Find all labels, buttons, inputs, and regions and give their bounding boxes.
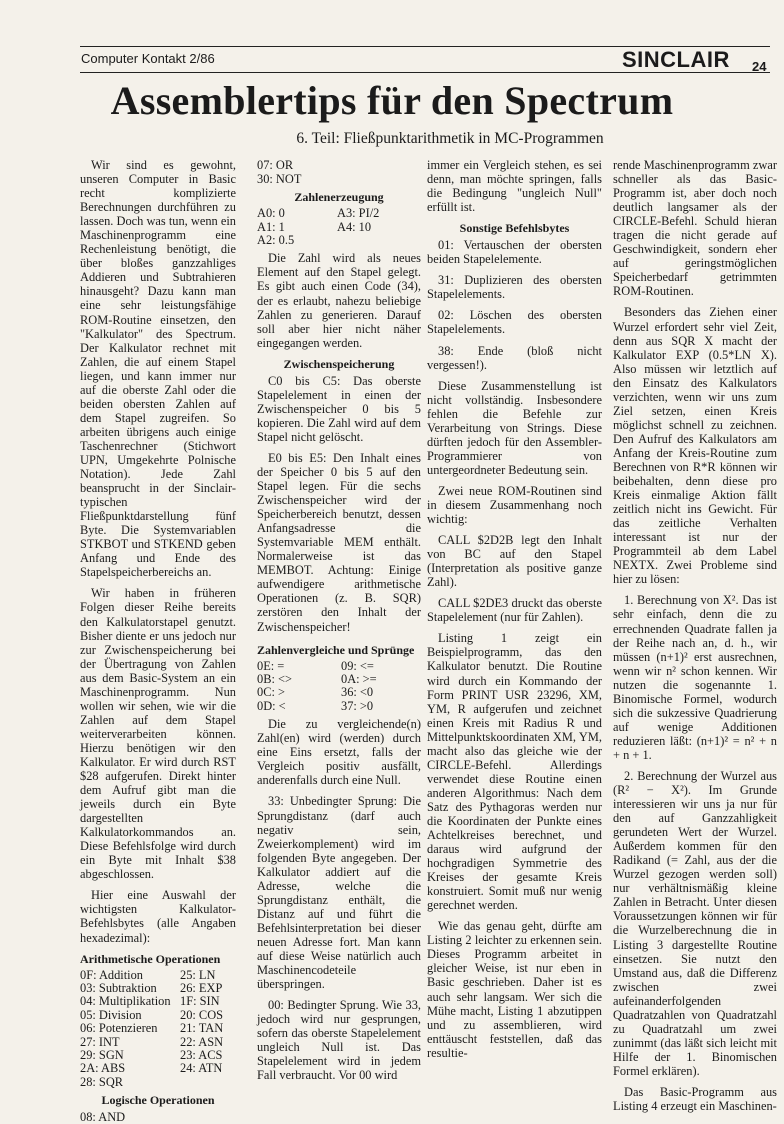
code-entry: 07: OR xyxy=(257,158,294,172)
paragraph: Diese Zusammenstellung ist nicht vollständig. Insbesondere fehlen die Befehle zur Verarbeitung von Strings. Diese dürften jedoch für den Assembler-Programmierer von untergeordneter Bedeutung sein. xyxy=(427,378,602,477)
code-entry: 30: NOT xyxy=(257,172,302,187)
header-bottom-rule xyxy=(80,72,770,73)
article-title: Assemblertips für den Spectrum xyxy=(110,78,674,123)
column-4 xyxy=(613,158,777,1120)
code-entry: 0A: >= xyxy=(341,672,377,687)
code-entry: 03: Subtraktion xyxy=(80,981,157,996)
paragraph: Wir haben in früheren Folgen dieser Reihe bereits den Kalkulatorstapel genutzt. Bisher diente er uns jedoch nur zur Zwischenspeicherung bei der Übertragung von Zahlen aus dem Basic-System an ein Maschinenprogramm. Nun wollen wir sehen, wie wir die Zahlen auf dem Stapel weiterverarbeiten können. Hierzu benötigen wir den Kalkulator. Er wird durch RST $28 aufgerufen. Direkt hinter dem Aufruf gibt man die jeweils durch ein Byte dargestellten Kalkulatorkommandos an. Diese Befehlsfolge wird durch ein Byte mit Inhalt $38 abgeschlossen. xyxy=(80,586,236,882)
code-entry: A3: PI/2 xyxy=(337,206,380,221)
paragraph: Zwei neue ROM-Routinen sind in diesem Zusammenhang noch wichtig: xyxy=(427,483,602,527)
code-entry: 36: <0 xyxy=(341,685,374,700)
page-number: 24 xyxy=(752,59,767,74)
code-entry: 26: EXP xyxy=(180,981,223,996)
code-entry: 25: LN xyxy=(180,967,216,982)
paragraph: Die zu vergleichende(n) Zahl(en) wird (werden) durch eine Eins ersetzt, falls der Vergleich positiv ausfällt, anderenfalls durch eine Null. xyxy=(257,717,421,788)
article-subtitle: 6. Teil: Fließpunktarithmetik in MC-Programmen xyxy=(296,130,604,147)
paragraph: 00: Bedingter Sprung. Wie 33, jedoch wird nur gesprungen, sofern das oberste Stapelelement ungleich Null ist. Das Stapelelement wird in jedem Fall verbraucht. Vor 00 wird xyxy=(257,998,421,1083)
code-entry: A4: 10 xyxy=(337,219,372,234)
code-entry: 06: Potenzieren xyxy=(80,1021,158,1036)
paragraph: Listing 1 zeigt ein Beispielprogramm, das den Kalkulator benutzt. Die Routine wird durch ein Kommando der Form PRINT USR 23296, XM, YM, R aufgerufen und zeichnet einen Kreis mit Radius R und Mittelpunktskoordinaten XM, YM, macht also das gleiche wie der CIRCLE-Befehl. Allerdings verwendet diese Routine einen anderen Algorithmus: Nach dem Satz des Pythagoras werden nur die Koordinaten der Punkte eines Achtelkreises berechnet, und daraus wird aufgrund der hochgradigen Symmetrie des Kreises der gesamte Kreis konstruiert. Somit muß nur wenig gerechnet werden. xyxy=(427,631,602,913)
section-heading-misc: Sonstige Befehlsbytes xyxy=(459,221,570,236)
paragraph: 31: Duplizieren des obersten Stapelelements. xyxy=(427,273,602,302)
paragraph: 38: Ende (bloß nicht vergessen!). xyxy=(427,343,602,372)
code-entry: 27: INT xyxy=(80,1034,120,1049)
code-entry: 2A: ABS xyxy=(80,1061,126,1076)
paragraph: Wir sind es gewohnt, unseren Computer in Basic recht komplizierte Berechnungen durchführen zu lassen. Doch was tun, wenn ein Maschinenprogramm eine Rechenleistung benötigt, die über bloßes ganzzahliges Addieren und Subtrahieren hinausgeht? Dazu kann man eine sehr leistungsfähige ROM-Routine einsetzen, den "Kalkulator" des Spectrum. Der Kalkulator rechnet mit Zahlen, die auf einem Stapel liegen, und kann immer nur auf die oberste Zahl oder die beiden obersten Zahlen auf dem Stapel zugreifen. So arbeiten übrigens auch einige Taschenrechner (Stichwort UPN, Umgekehrte Polnische Notation). Jede Zahl beansprucht in der Sinclair-typischen Fließpunktdarstellung fünf Byte. Die Systemvariablen STKBOT und STKEND geben Anfang und Ende des Stapelspeicherbereichs an. xyxy=(80,158,236,580)
code-entry: 23: ACS xyxy=(180,1048,223,1063)
paragraph: C0 bis C5: Das oberste Stapelelement in einen der Zwischenspeicher 0 bis 5 kopieren. Die Zahl wird auf dem Stapel nicht gelöscht. xyxy=(257,373,421,444)
paragraph: Besonders das Ziehen einer Wurzel erfordert sehr viel Zeit, denn aus SQR X macht der Kalkulator EXP (0.5*LN X). Also müssen wir letztlich auf den Einsatz des Kalkulators verzichten, wenn wir uns zum Ziel setzen, einen Kreis möglichst schnell zu zeichnen. Den Aufruf des Kalkulators am Anfang der Kreis-Routine zum Berechnen von R*R können wir beibehalten, denn diese pro Kreis einmalige Aktion fällt zeitlich nicht ins Gewicht. Für das zeitliche Verhalten interessant ist nur der Programmteil ab dem Label NEXTX. Zwei Probleme sind hier zu lösen: xyxy=(613,305,777,587)
code-entry: 21: TAN xyxy=(180,1021,224,1036)
magazine-issue: Computer Kontakt 2/86 xyxy=(81,51,215,66)
code-entry: 20: COS xyxy=(180,1007,224,1022)
code-entry: 0D: < xyxy=(257,698,286,713)
section-heading-number-generation: Zahlenerzeugung xyxy=(294,190,384,205)
paragraph: CALL $2D2B legt den Inhalt von BC auf den Stapel (Interpretation als positive ganze Zahl). xyxy=(427,533,602,590)
code-entry: 0C: > xyxy=(257,685,285,700)
paragraph: Die Zahl wird als neues Element auf den Stapel gelegt. Es gibt auch einen Code (34), der es erlaubt, nahezu beliebige Zahlen zu generieren. Darauf soll aber hier nicht näher eingegangen werden. xyxy=(257,251,421,350)
code-entry: 29: SGN xyxy=(80,1048,124,1063)
paragraph: 33: Unbedingter Sprung: Die Sprungdistanz (darf auch negativ sein, Zweierkomplement) wird im folgenden Byte angegeben. Der Kalkulator addiert auf die Adresse, welche die Sprungdistanz enthält, die Distanz auf und führt die Befehlsinterpretation bei dieser neuen Adresse fort. Man kann auf diese Weise natürlich auch Maschinencodeteile überspringen. xyxy=(257,794,421,992)
code-entry: 0B: <> xyxy=(257,672,292,687)
paragraph: Das Basic-Programm aus Listing 4 erzeugt ein Maschinen- xyxy=(613,1085,777,1114)
comparison-codes-table xyxy=(257,660,377,714)
code-entry: 0E: = xyxy=(257,658,285,673)
code-entry: A0: 0 xyxy=(257,206,285,221)
code-entry: 04: Multiplikation xyxy=(80,994,171,1009)
code-entry: A1: 1 xyxy=(257,219,285,234)
section-heading-logic: Logische Operationen xyxy=(101,1093,215,1108)
column-1 xyxy=(80,158,236,1124)
code-entry: 28: SQR xyxy=(80,1074,124,1089)
code-entry: 37: >0 xyxy=(341,698,374,713)
section-heading-temp-storage: Zwischenspeicherung xyxy=(283,356,395,371)
code-entry: 09: <= xyxy=(341,658,374,673)
paragraph: 1. Berechnung von X². Das ist sehr einfach, denn die zu errechnenden Quadrate fallen ja der Reihe nach an, d. h., wir müssen (n+1)² erst ausrechnen, wenn wir n² schon kennen. Wir nutzen die sogenannte 1. Binomische Formel, wodurch sich die sukzessive Quadrierung auf wenige Additionen reduzieren läßt: (n+1)² = n² + n + n + 1. xyxy=(613,593,777,762)
section-heading-comparisons: Zahlenvergleiche und Sprünge xyxy=(257,642,415,657)
code-entry: 0F: Addition xyxy=(80,967,143,982)
paragraph: rende Maschinenprogramm zwar schneller als das Basic-Programm ist, aber doch noch deutlich langsamer als der CIRCLE-Befehl. Schuld hieran tragen die nicht gerade auf Geschwindigkeit, sondern eher auf geringstmöglichen Speicherbedarf getrimmten ROM-Routinen. xyxy=(613,158,777,299)
paragraph: E0 bis E5: Den Inhalt eines der Speicher 0 bis 5 auf den Stapel legen. Für die sechs Zwischenspeicher wird der Speicherbereich benutzt, dessen Anfangsadresse die Systemvariable MEM enthält. Normalerweise ist das MEMBOT. Achtung: Einige aufwendigere arithmetische Operationen (z. B. SQR) zerstören den Inhalt der Zwischenspeicher! xyxy=(257,450,421,634)
section-label: SINCLAIR xyxy=(622,47,730,72)
paragraph: 01: Vertauschen der obersten beiden Stapelelemente. xyxy=(427,238,602,267)
number-generation-table xyxy=(257,207,379,247)
code-entry: 1F: SIN xyxy=(180,994,220,1009)
paragraph: immer ein Vergleich stehen, es sei denn, man möchte springen, falls die Bedingung "ungleich Null" erfüllt ist. xyxy=(427,158,602,215)
paragraph: 2. Berechnung der Wurzel aus (R² − X²). Im Grunde interessieren wir uns ja nur für den auf Ganzzahligkeit gerundeten Wert der Wurzel. Außerdem kommen für den Radikand (= Zahl, aus der die Wurzel gezogen werden soll) nur verhältnismäßig kleine Zahlen in Betracht. Unter diesen Voraussetzungen können wir für die Wurzelberechnung die in Listing 3 dargestellte Routine einsetzen. Sie nutzt den Umstand aus, daß die Differenz zwischen zwei aufeinanderfolgenden Quadratzahlen von Quadratzahl zu Quadratzahl um zwei zunimmt (das läßt sich leicht mit Hilfe der 1. Binomischen Formel erklären). xyxy=(613,768,777,1078)
code-entry: 22: ASN xyxy=(180,1034,224,1049)
code-entry: 05: Division xyxy=(80,1007,142,1022)
column-3 xyxy=(427,158,602,1067)
code-entry: 24: ATN xyxy=(180,1061,223,1076)
arithmetic-codes-table xyxy=(80,969,223,1090)
paragraph: 02: Löschen des obersten Stapelelements. xyxy=(427,308,602,337)
column-2 xyxy=(257,158,421,1089)
paragraph: Hier eine Auswahl der wichtigsten Kalkulator-Befehlsbytes (alle Angaben hexadezimal): xyxy=(80,888,236,945)
code-entry: A2: 0.5 xyxy=(257,232,295,247)
code-entry: 08: AND xyxy=(80,1110,126,1124)
paragraph: Wie das genau geht, dürfte am Listing 2 leichter zu erkennen sein. Dieses Programm arbeitet in gleicher Weise, ist nur eben in Basic geschrieben. Daher ist es auch sehr langsam. Wer sich die Mühe macht, Listing 1 abzutippen und zu assemblieren, wird enttäuscht feststellen, daß das resultie- xyxy=(427,919,602,1060)
paragraph: CALL $2DE3 druckt das oberste Stapelelement (nur für Zahlen). xyxy=(427,596,602,625)
section-heading-arithmetic: Arithmetische Operationen xyxy=(80,951,221,966)
